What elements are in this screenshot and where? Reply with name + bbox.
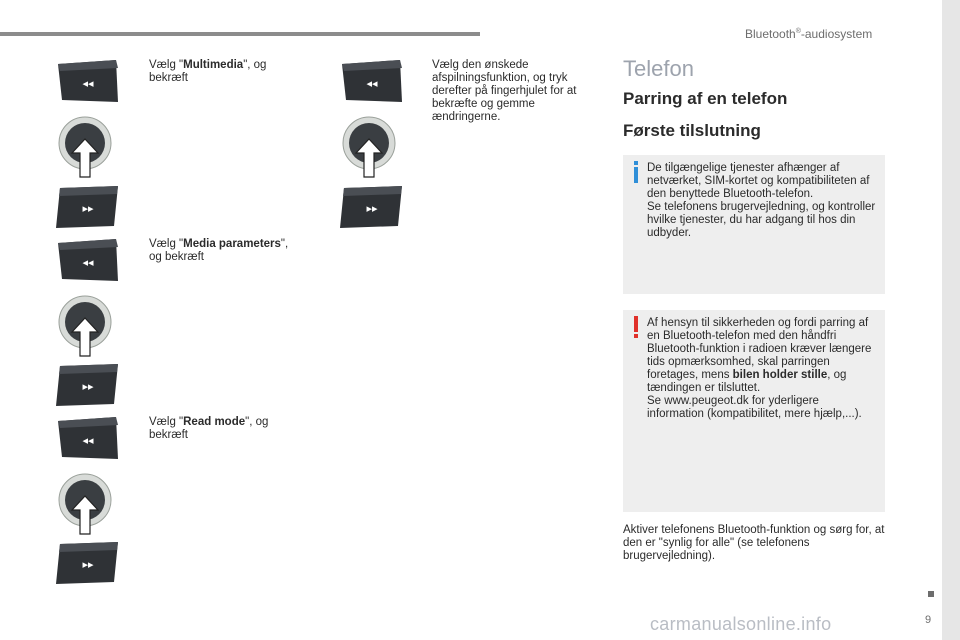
thumbwheel-icon xyxy=(58,472,112,538)
svg-text:▸▸: ▸▸ xyxy=(82,380,94,393)
svg-text:◂◂: ◂◂ xyxy=(82,256,94,269)
forward-button[interactable] xyxy=(56,186,120,228)
thumbwheel-icon xyxy=(58,294,112,360)
thumbwheel-icon xyxy=(58,115,112,181)
header-bar xyxy=(0,32,480,36)
forward-icon xyxy=(340,186,404,228)
svg-text:▸▸: ▸▸ xyxy=(366,202,378,215)
bluetooth-instruction: Aktiver telefonens Bluetooth-funktion og sørg for, at den er "synlig for alle" (se telefonens brugervejledning). xyxy=(623,524,885,562)
forward-icon xyxy=(56,186,120,228)
svg-text:▸▸: ▸▸ xyxy=(82,558,94,571)
step-read-mode: Vælg "Read mode", og bekræft xyxy=(149,416,269,441)
info-text-1: De tilgængelige tjenester afhænger af netværket, SIM-kortet og kompatibiliteten af den benyttede Bluetooth-telefon. xyxy=(647,162,870,200)
rewind-button[interactable] xyxy=(56,417,120,459)
forward-icon xyxy=(56,542,120,584)
rewind-icon xyxy=(56,239,120,281)
rewind-icon xyxy=(56,60,120,102)
section-header: Bluetooth®-audiosystem xyxy=(745,27,873,41)
heading-pairing: Parring af en telefon xyxy=(623,89,788,108)
thumbwheel-knob[interactable] xyxy=(58,472,112,538)
rewind-button[interactable] xyxy=(340,60,404,102)
rewind-button[interactable] xyxy=(56,60,120,102)
info-icon xyxy=(632,161,640,188)
rewind-icon xyxy=(340,60,404,102)
step-playback-mode: Vælg den ønskede afspilningsfunktion, og tryk derefter på fingerhjulet for at bekræfte og gemme ændringerne. xyxy=(432,59,577,123)
info-text-2: Se telefonens brugervejledning, og kontroller hvilke tjenester, du har adgang til hos din udbyder. xyxy=(647,201,876,239)
heading-first-connection: Første tilslutning xyxy=(623,121,761,140)
warning-box xyxy=(623,310,885,512)
svg-text:◂◂: ◂◂ xyxy=(82,434,94,447)
page-marker xyxy=(928,591,934,597)
svg-text:▸▸: ▸▸ xyxy=(82,202,94,215)
thumbwheel-knob[interactable] xyxy=(342,115,396,181)
thumbwheel-knob[interactable] xyxy=(58,294,112,360)
svg-text:◂◂: ◂◂ xyxy=(366,77,378,90)
forward-button[interactable] xyxy=(340,186,404,228)
thumbwheel-icon xyxy=(342,115,396,181)
thumbwheel-knob[interactable] xyxy=(58,115,112,181)
warning-link-text: Se www.peugeot.dk for yderligere information (kompatibilitet, mere hjælp,...). xyxy=(647,395,862,420)
forward-button[interactable] xyxy=(56,364,120,406)
watermark: carmanualsonline.info xyxy=(650,614,832,634)
info-box xyxy=(623,155,885,294)
section-title: Telefon xyxy=(623,56,694,81)
forward-button[interactable] xyxy=(56,542,120,584)
rewind-button[interactable] xyxy=(56,239,120,281)
svg-text:◂◂: ◂◂ xyxy=(82,77,94,90)
page-number: 9 xyxy=(925,614,932,626)
rewind-icon xyxy=(56,417,120,459)
page-edge-strip xyxy=(942,0,960,640)
step-multimedia: Vælg "Multimedia", og bekræft xyxy=(149,59,267,84)
warning-text: Af hensyn til sikkerheden og fordi parring af en Bluetooth-telefon med den håndfri Bluetooth-funktion i radioen kræver længere tids opmærksomhed, skal parringen foretages, mens bilen holder stille, og tændingen er tilsluttet. xyxy=(647,317,872,394)
step-media-parameters: Vælg "Media parameters", og bekræft xyxy=(149,238,289,263)
forward-icon xyxy=(56,364,120,406)
warning-icon xyxy=(632,316,640,343)
